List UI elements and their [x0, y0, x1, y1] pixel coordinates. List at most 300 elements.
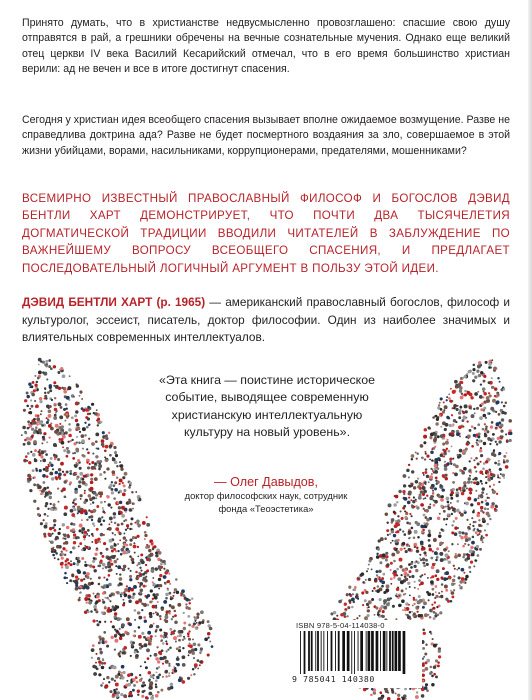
crowd-person-dot: [99, 651, 102, 654]
crowd-person-dot: [411, 470, 414, 473]
crowd-person-dot: [401, 517, 404, 520]
crowd-person-dot: [436, 556, 439, 559]
crowd-person-dot: [463, 467, 467, 471]
crowd-person-dot: [383, 606, 387, 610]
crowd-person-dot: [170, 686, 174, 690]
crowd-person-dot: [113, 446, 116, 449]
crowd-person-dot: [140, 570, 142, 572]
crowd-person-dot: [75, 462, 77, 464]
crowd-person-dot: [493, 367, 496, 370]
crowd-person-dot: [139, 674, 141, 676]
crowd-person-dot: [65, 549, 67, 551]
crowd-person-dot: [140, 573, 143, 576]
crowd-person-dot: [98, 641, 101, 644]
crowd-person-dot: [490, 425, 493, 428]
crowd-person-dot: [137, 651, 139, 653]
crowd-person-dot: [434, 464, 438, 468]
crowd-person-dot: [451, 414, 453, 416]
crowd-person-dot: [468, 566, 471, 569]
crowd-person-dot: [466, 553, 469, 556]
crowd-person-dot: [471, 553, 474, 556]
crowd-person-dot: [424, 562, 426, 564]
crowd-person-dot: [446, 497, 450, 501]
crowd-person-dot: [482, 428, 485, 431]
crowd-person-dot: [459, 584, 461, 586]
crowd-person-dot: [365, 591, 368, 594]
crowd-person-dot: [104, 597, 106, 599]
crowd-person-dot: [86, 519, 88, 521]
crowd-person-dot: [358, 577, 360, 579]
barcode-bar: [331, 631, 333, 671]
crowd-person-dot: [50, 503, 52, 505]
crowd-person-dot: [109, 484, 112, 487]
crowd-person-dot: [389, 533, 391, 535]
crowd-person-dot: [491, 437, 494, 440]
crowd-person-dot: [474, 498, 478, 502]
crowd-person-dot: [145, 556, 147, 558]
crowd-person-dot: [444, 585, 448, 589]
crowd-person-dot: [449, 461, 451, 463]
crowd-person-dot: [454, 380, 458, 384]
crowd-person-dot: [346, 593, 349, 596]
crowd-person-dot: [345, 610, 347, 612]
crowd-person-dot: [159, 615, 162, 618]
crowd-person-dot: [465, 410, 468, 413]
crowd-person-dot: [161, 657, 164, 660]
crowd-person-dot: [393, 577, 395, 579]
crowd-person-dot: [392, 540, 394, 542]
crowd-person-dot: [107, 528, 109, 530]
crowd-person-dot: [390, 578, 393, 581]
crowd-person-dot: [58, 387, 61, 390]
crowd-person-dot: [407, 501, 411, 505]
crowd-person-dot: [121, 672, 123, 674]
crowd-person-dot: [161, 639, 163, 641]
crowd-person-dot: [30, 399, 32, 401]
crowd-person-dot: [84, 492, 86, 494]
crowd-person-dot: [106, 495, 109, 498]
crowd-person-dot: [129, 578, 132, 581]
crowd-person-dot: [53, 506, 56, 509]
crowd-person-dot: [134, 619, 136, 621]
crowd-person-dot: [491, 421, 494, 424]
crowd-person-dot: [95, 468, 97, 470]
crowd-person-dot: [441, 495, 444, 498]
crowd-person-dot: [480, 454, 483, 457]
crowd-person-dot: [64, 495, 67, 498]
crowd-person-dot: [63, 576, 66, 579]
crowd-person-dot: [114, 615, 117, 618]
crowd-person-dot: [94, 609, 96, 611]
crowd-person-dot: [151, 569, 155, 573]
crowd-person-dot: [381, 577, 384, 580]
crowd-person-dot: [54, 414, 57, 417]
crowd-person-dot: [46, 421, 49, 424]
crowd-person-dot: [348, 586, 351, 589]
crowd-person-dot: [479, 395, 483, 399]
crowd-person-dot: [479, 416, 483, 420]
crowd-person-dot: [80, 494, 83, 497]
crowd-person-dot: [142, 681, 145, 684]
crowd-person-dot: [478, 361, 482, 365]
crowd-person-dot: [411, 515, 413, 517]
barcode-bar: [342, 631, 345, 671]
crowd-person-dot: [428, 506, 432, 510]
crowd-person-dot: [199, 664, 201, 666]
crowd-person-dot: [104, 478, 106, 480]
crowd-person-dot: [406, 511, 408, 513]
crowd-person-dot: [187, 615, 190, 618]
crowd-person-dot: [416, 547, 419, 550]
crowd-person-dot: [128, 499, 131, 502]
crowd-person-dot: [83, 571, 86, 574]
crowd-person-dot: [448, 550, 450, 552]
crowd-person-dot: [467, 481, 470, 484]
crowd-person-dot: [46, 475, 49, 478]
crowd-person-dot: [476, 545, 479, 548]
crowd-person-dot: [178, 678, 182, 682]
crowd-person-dot: [23, 443, 26, 446]
crowd-person-dot: [396, 588, 400, 592]
crowd-person-dot: [159, 574, 162, 577]
crowd-person-dot: [58, 501, 60, 503]
crowd-person-dot: [110, 636, 113, 639]
crowd-person-dot: [81, 398, 83, 400]
crowd-person-dot: [500, 424, 504, 428]
crowd-person-dot: [116, 591, 120, 595]
crowd-person-dot: [109, 594, 112, 597]
crowd-person-dot: [89, 463, 91, 465]
crowd-person-dot: [453, 520, 456, 523]
crowd-person-dot: [397, 577, 401, 581]
crowd-person-dot: [62, 374, 66, 378]
crowd-person-dot: [409, 594, 411, 596]
crowd-person-dot: [193, 643, 197, 647]
crowd-person-dot: [115, 675, 119, 679]
crowd-person-dot: [473, 434, 476, 437]
crowd-person-dot: [82, 481, 86, 485]
crowd-person-dot: [401, 599, 405, 603]
crowd-person-dot: [494, 395, 496, 397]
crowd-person-dot: [430, 633, 432, 635]
crowd-person-dot: [87, 564, 89, 566]
crowd-person-dot: [76, 427, 80, 431]
crowd-person-dot: [91, 541, 93, 543]
crowd-person-dot: [102, 563, 106, 567]
crowd-person-dot: [178, 639, 181, 642]
crowd-person-dot: [134, 651, 137, 654]
crowd-person-dot: [499, 381, 501, 383]
crowd-person-dot: [102, 567, 104, 569]
crowd-person-dot: [503, 477, 505, 479]
crowd-person-dot: [126, 632, 130, 636]
crowd-person-dot: [176, 657, 180, 661]
crowd-person-dot: [144, 538, 146, 540]
crowd-person-dot: [473, 364, 476, 367]
crowd-person-dot: [124, 588, 128, 592]
crowd-person-dot: [393, 534, 396, 537]
crowd-person-dot: [55, 471, 58, 474]
crowd-person-dot: [478, 374, 481, 377]
crowd-person-dot: [61, 557, 64, 560]
crowd-person-dot: [39, 469, 42, 472]
crowd-person-dot: [386, 584, 390, 588]
crowd-person-dot: [86, 601, 88, 603]
crowd-person-dot: [359, 615, 361, 617]
crowd-person-dot: [453, 589, 455, 591]
crowd-person-dot: [97, 538, 100, 541]
crowd-person-dot: [467, 441, 469, 443]
crowd-person-dot: [24, 431, 27, 434]
crowd-person-dot: [419, 557, 421, 559]
crowd-person-dot: [52, 468, 54, 470]
crowd-person-dot: [424, 573, 426, 575]
crowd-person-dot: [46, 378, 48, 380]
crowd-person-dot: [486, 396, 490, 400]
crowd-person-dot: [402, 542, 405, 545]
crowd-person-dot: [95, 493, 98, 496]
crowd-person-dot: [503, 405, 506, 408]
crowd-person-dot: [438, 655, 441, 658]
crowd-person-dot: [436, 578, 439, 581]
crowd-person-dot: [431, 604, 433, 606]
crowd-person-dot: [471, 517, 473, 519]
crowd-person-dot: [383, 591, 386, 594]
crowd-person-dot: [456, 432, 460, 436]
crowd-person-dot: [111, 521, 113, 523]
crowd-person-dot: [40, 460, 42, 462]
crowd-person-dot: [446, 559, 448, 561]
crowd-person-dot: [101, 662, 104, 665]
crowd-person-dot: [102, 601, 105, 604]
crowd-person-dot: [144, 684, 146, 686]
crowd-person-dot: [53, 443, 57, 447]
crowd-person-dot: [67, 534, 69, 536]
crowd-person-dot: [95, 653, 97, 655]
crowd-person-dot: [29, 476, 31, 478]
crowd-person-dot: [434, 500, 438, 504]
crowd-person-dot: [398, 604, 401, 607]
crowd-person-dot: [378, 539, 381, 542]
crowd-person-dot: [196, 616, 199, 619]
crowd-person-dot: [54, 557, 56, 559]
crowd-person-dot: [408, 485, 410, 487]
crowd-person-dot: [78, 598, 81, 601]
crowd-person-dot: [459, 586, 462, 589]
crowd-person-dot: [160, 689, 163, 692]
crowd-person-dot: [92, 501, 94, 503]
crowd-person-dot: [104, 437, 107, 440]
crowd-person-dot: [447, 600, 450, 603]
crowd-person-dot: [474, 412, 476, 414]
crowd-person-dot: [72, 501, 75, 504]
crowd-person-dot: [439, 513, 441, 515]
crowd-person-dot: [452, 508, 456, 512]
crowd-person-dot: [356, 617, 358, 619]
crowd-person-dot: [141, 609, 143, 611]
crowd-person-dot: [155, 567, 158, 570]
crowd-person-dot: [136, 681, 139, 684]
crowd-person-dot: [153, 623, 155, 625]
crowd-person-dot: [368, 564, 370, 566]
crowd-person-dot: [444, 405, 448, 409]
crowd-person-dot: [418, 595, 421, 598]
crowd-person-dot: [119, 501, 123, 505]
crowd-person-dot: [84, 490, 86, 492]
crowd-person-dot: [147, 631, 151, 635]
crowd-person-dot: [111, 488, 114, 491]
crowd-person-dot: [28, 423, 30, 425]
crowd-person-dot: [394, 539, 398, 543]
crowd-person-dot: [429, 458, 431, 460]
crowd-person-dot: [67, 389, 69, 391]
crowd-person-dot: [148, 642, 151, 645]
crowd-person-dot: [428, 539, 431, 542]
crowd-person-dot: [502, 473, 506, 477]
crowd-person-dot: [364, 582, 366, 584]
crowd-person-dot: [64, 541, 68, 545]
crowd-person-dot: [152, 577, 154, 579]
crowd-person-dot: [42, 371, 44, 373]
crowd-person-dot: [149, 600, 152, 603]
crowd-person-dot: [96, 668, 98, 670]
crowd-person-dot: [83, 501, 86, 504]
crowd-person-dot: [445, 524, 447, 526]
barcode-bar: [371, 631, 374, 671]
crowd-person-dot: [470, 471, 472, 473]
crowd-person-dot: [453, 575, 455, 577]
crowd-person-dot: [417, 536, 420, 539]
crowd-person-dot: [435, 585, 438, 588]
crowd-person-dot: [498, 481, 500, 483]
crowd-person-dot: [386, 529, 389, 532]
crowd-person-dot: [40, 413, 42, 415]
crowd-person-dot: [477, 423, 480, 426]
crowd-person-dot: [79, 431, 81, 433]
crowd-person-dot: [53, 519, 57, 523]
crowd-person-dot: [123, 543, 126, 546]
crowd-person-dot: [157, 601, 159, 603]
crowd-person-dot: [76, 423, 79, 426]
crowd-person-dot: [94, 553, 97, 556]
crowd-person-dot: [459, 580, 462, 583]
crowd-person-dot: [422, 664, 425, 667]
crowd-person-dot: [492, 474, 496, 478]
crowd-person-dot: [474, 392, 478, 396]
crowd-person-dot: [400, 580, 404, 584]
crowd-person-dot: [367, 609, 370, 612]
crowd-person-dot: [44, 513, 47, 516]
crowd-person-dot: [77, 459, 80, 462]
crowd-person-dot: [425, 559, 428, 562]
crowd-person-dot: [93, 412, 95, 414]
crowd-person-dot: [79, 524, 83, 528]
crowd-person-dot: [135, 491, 137, 493]
crowd-person-dot: [58, 475, 61, 478]
crowd-person-dot: [491, 359, 493, 361]
crowd-person-dot: [133, 684, 136, 687]
crowd-person-dot: [451, 591, 455, 595]
crowd-person-dot: [81, 434, 85, 438]
barcode-bar: [351, 631, 352, 674]
crowd-person-dot: [152, 548, 154, 550]
crowd-person-dot: [154, 596, 158, 600]
crowd-person-dot: [487, 497, 489, 499]
crowd-person-dot: [64, 572, 67, 575]
crowd-person-dot: [86, 448, 88, 450]
crowd-person-dot: [106, 467, 109, 470]
crowd-person-dot: [493, 449, 495, 451]
crowd-person-dot: [92, 560, 95, 563]
crowd-person-dot: [482, 387, 486, 391]
crowd-person-dot: [417, 600, 421, 604]
crowd-person-dot: [103, 678, 105, 680]
crowd-person-dot: [32, 453, 36, 457]
crowd-person-dot: [409, 576, 411, 578]
review-quote: «Эта книга — поистине историческое событие, выводящее современную христианскую интеллектуальную культуру на новый уровень».: [159, 373, 375, 440]
crowd-person-dot: [497, 437, 500, 440]
crowd-person-dot: [123, 671, 126, 674]
crowd-person-dot: [419, 494, 422, 497]
crowd-person-dot: [448, 397, 451, 400]
crowd-person-dot: [165, 619, 169, 623]
crowd-person-dot: [145, 696, 148, 699]
crowd-person-dot: [432, 492, 434, 494]
crowd-person-dot: [58, 468, 62, 472]
crowd-person-dot: [161, 649, 164, 652]
crowd-person-dot: [150, 589, 153, 592]
crowd-person-dot: [88, 598, 91, 601]
crowd-person-dot: [81, 439, 85, 443]
crowd-person-dot: [90, 503, 92, 505]
crowd-person-dot: [200, 610, 204, 614]
crowd-person-dot: [390, 583, 392, 585]
crowd-person-dot: [51, 477, 55, 481]
crowd-person-dot: [47, 508, 49, 510]
crowd-person-dot: [67, 562, 70, 565]
crowd-person-dot: [429, 475, 433, 479]
crowd-person-dot: [105, 566, 108, 569]
crowd-person-dot: [62, 471, 64, 473]
crowd-person-dot: [79, 472, 83, 476]
crowd-person-dot: [75, 584, 78, 587]
crowd-person-dot: [137, 555, 139, 557]
crowd-person-dot: [45, 502, 48, 505]
crowd-person-dot: [482, 541, 484, 543]
crowd-person-dot: [136, 564, 138, 566]
crowd-person-dot: [62, 523, 65, 526]
crowd-person-dot: [26, 392, 29, 395]
crowd-person-dot: [413, 537, 416, 540]
crowd-person-dot: [188, 650, 192, 654]
crowd-person-dot: [426, 659, 430, 663]
crowd-person-dot: [491, 502, 494, 505]
crowd-person-dot: [425, 667, 429, 671]
crowd-person-dot: [488, 412, 490, 414]
crowd-person-dot: [483, 537, 485, 539]
crowd-person-dot: [84, 545, 86, 547]
crowd-person-dot: [68, 434, 72, 438]
crowd-person-dot: [376, 555, 380, 559]
crowd-person-dot: [411, 458, 413, 460]
crowd-person-dot: [164, 571, 168, 575]
crowd-person-dot: [94, 462, 97, 465]
crowd-person-dot: [81, 527, 85, 531]
crowd-person-dot: [472, 536, 475, 539]
crowd-person-dot: [442, 474, 445, 477]
crowd-person-dot: [471, 425, 474, 428]
crowd-person-dot: [485, 426, 488, 429]
